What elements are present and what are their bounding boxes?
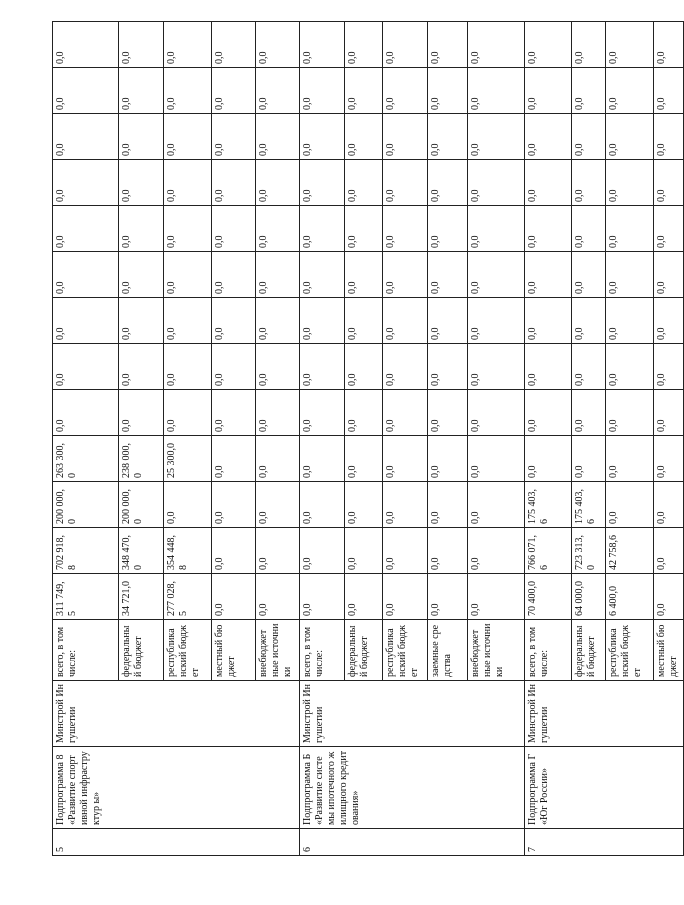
value-cell: 0,0 xyxy=(468,68,525,114)
value-cell: 0,0 xyxy=(525,298,572,344)
value-cell: 0,0 xyxy=(300,482,345,528)
value-cell: 0,0 xyxy=(119,390,164,436)
value-cell: 0,0 xyxy=(428,528,468,574)
value-cell: 0,0 xyxy=(383,344,428,390)
value-cell: 0,0 xyxy=(606,114,654,160)
value-cell: 42 758,6 xyxy=(606,528,654,574)
subprogram-name: Подпрограмма Б «Развитие системы ипотечного жилищного кредитования» xyxy=(300,747,525,829)
value-cell: 0,0 xyxy=(164,482,212,528)
value-cell: 175 403,6 xyxy=(525,482,572,528)
value-cell: 0,0 xyxy=(53,160,119,206)
value-cell: 0,0 xyxy=(383,160,428,206)
value-cell: 0,0 xyxy=(468,298,525,344)
value-cell: 0,0 xyxy=(654,252,684,298)
value-cell: 0,0 xyxy=(572,298,606,344)
funding-source-label: всего, в том числе: xyxy=(525,620,572,681)
value-cell: 0,0 xyxy=(164,298,212,344)
value-cell: 0,0 xyxy=(468,22,525,68)
value-cell: 0,0 xyxy=(256,482,300,528)
funding-source-label: всего, в том числе: xyxy=(300,620,345,681)
table-row xyxy=(53,22,119,856)
value-cell: 0,0 xyxy=(345,160,383,206)
value-cell: 0,0 xyxy=(428,252,468,298)
value-cell: 0,0 xyxy=(345,574,383,620)
value-cell: 0,0 xyxy=(606,298,654,344)
value-cell: 0,0 xyxy=(345,436,383,482)
value-cell: 263 300,0 xyxy=(53,436,119,482)
value-cell: 0,0 xyxy=(212,22,256,68)
value-cell: 0,0 xyxy=(256,344,300,390)
value-cell: 0,0 xyxy=(525,160,572,206)
value-cell: 0,0 xyxy=(572,436,606,482)
value-cell: 0,0 xyxy=(212,252,256,298)
value-cell: 0,0 xyxy=(525,22,572,68)
value-cell: 0,0 xyxy=(256,206,300,252)
value-cell: 0,0 xyxy=(53,114,119,160)
value-cell: 0,0 xyxy=(345,114,383,160)
value-cell: 0,0 xyxy=(53,22,119,68)
value-cell: 0,0 xyxy=(606,344,654,390)
value-cell: 0,0 xyxy=(428,206,468,252)
value-cell: 0,0 xyxy=(212,344,256,390)
value-cell: 0,0 xyxy=(345,298,383,344)
value-cell: 0,0 xyxy=(428,482,468,528)
value-cell: 0,0 xyxy=(345,206,383,252)
value-cell: 354 448,8 xyxy=(164,528,212,574)
table-row xyxy=(300,22,345,856)
value-cell: 0,0 xyxy=(428,436,468,482)
value-cell: 0,0 xyxy=(654,68,684,114)
value-cell: 0,0 xyxy=(212,574,256,620)
value-cell: 0,0 xyxy=(572,68,606,114)
value-cell: 0,0 xyxy=(525,114,572,160)
rotated-table-page xyxy=(52,30,679,856)
value-cell: 0,0 xyxy=(164,252,212,298)
value-cell: 0,0 xyxy=(654,390,684,436)
value-cell: 0,0 xyxy=(572,160,606,206)
value-cell: 0,0 xyxy=(606,252,654,298)
value-cell: 0,0 xyxy=(119,298,164,344)
value-cell: 0,0 xyxy=(212,114,256,160)
value-cell: 0,0 xyxy=(428,160,468,206)
value-cell: 0,0 xyxy=(428,114,468,160)
value-cell: 0,0 xyxy=(654,528,684,574)
funding-source-label: местный бюджет xyxy=(212,620,256,681)
value-cell: 0,0 xyxy=(164,68,212,114)
funding-source-label: внебюджет ные источники xyxy=(256,620,300,681)
value-cell: 0,0 xyxy=(606,482,654,528)
funding-source-label: заемные средства xyxy=(428,620,468,681)
value-cell: 64 000,0 xyxy=(572,574,606,620)
executor-name: Минстрой Ингушетии xyxy=(53,681,300,747)
value-cell: 0,0 xyxy=(212,68,256,114)
value-cell: 348 470,0 xyxy=(119,528,164,574)
value-cell: 0,0 xyxy=(383,436,428,482)
value-cell: 0,0 xyxy=(164,206,212,252)
value-cell: 0,0 xyxy=(53,252,119,298)
value-cell: 0,0 xyxy=(383,528,428,574)
value-cell: 0,0 xyxy=(212,160,256,206)
executor-name: Минстрой Ингушетии xyxy=(300,681,525,747)
value-cell: 0,0 xyxy=(468,252,525,298)
value-cell: 0,0 xyxy=(300,344,345,390)
value-cell: 0,0 xyxy=(212,390,256,436)
value-cell: 0,0 xyxy=(300,252,345,298)
value-cell: 6 400,0 xyxy=(606,574,654,620)
subprogram-name: Подпрограмма 8 «Развитие спортивной инфраструктур ы» xyxy=(53,747,300,829)
value-cell: 0,0 xyxy=(525,68,572,114)
value-cell: 0,0 xyxy=(654,206,684,252)
value-cell: 0,0 xyxy=(300,206,345,252)
value-cell: 0,0 xyxy=(606,22,654,68)
value-cell: 0,0 xyxy=(383,390,428,436)
value-cell: 0,0 xyxy=(53,344,119,390)
table-row xyxy=(525,22,572,856)
value-cell: 0,0 xyxy=(119,160,164,206)
value-cell: 0,0 xyxy=(345,482,383,528)
value-cell: 0,0 xyxy=(345,390,383,436)
value-cell: 0,0 xyxy=(428,390,468,436)
value-cell: 25 300,0 xyxy=(164,436,212,482)
value-cell: 0,0 xyxy=(572,114,606,160)
funding-source-label: республика нский бюджет xyxy=(606,620,654,681)
value-cell: 0,0 xyxy=(606,68,654,114)
value-cell: 766 071,6 xyxy=(525,528,572,574)
funding-source-label: федеральны й бюджет xyxy=(345,620,383,681)
value-cell: 0,0 xyxy=(256,160,300,206)
value-cell: 0,0 xyxy=(119,344,164,390)
funding-source-label: республика нский бюджет xyxy=(164,620,212,681)
funding-source-label: всего, в том числе: xyxy=(53,620,119,681)
value-cell: 0,0 xyxy=(525,252,572,298)
value-cell: 0,0 xyxy=(164,114,212,160)
value-cell: 0,0 xyxy=(525,206,572,252)
value-cell: 0,0 xyxy=(212,528,256,574)
subprogram-name: Подпрограмма Г «Юг России» xyxy=(525,747,684,829)
value-cell: 0,0 xyxy=(654,114,684,160)
value-cell: 0,0 xyxy=(256,298,300,344)
value-cell: 0,0 xyxy=(428,22,468,68)
value-cell: 34 721,0 xyxy=(119,574,164,620)
value-cell: 0,0 xyxy=(654,344,684,390)
value-cell: 0,0 xyxy=(654,436,684,482)
value-cell: 0,0 xyxy=(606,436,654,482)
value-cell: 0,0 xyxy=(345,68,383,114)
value-cell: 70 400,0 xyxy=(525,574,572,620)
value-cell: 0,0 xyxy=(606,390,654,436)
value-cell: 0,0 xyxy=(53,390,119,436)
value-cell: 0,0 xyxy=(383,252,428,298)
value-cell: 0,0 xyxy=(654,160,684,206)
value-cell: 0,0 xyxy=(300,390,345,436)
value-cell: 0,0 xyxy=(164,160,212,206)
value-cell: 0,0 xyxy=(53,68,119,114)
value-cell: 0,0 xyxy=(212,206,256,252)
value-cell: 0,0 xyxy=(300,68,345,114)
value-cell: 0,0 xyxy=(468,114,525,160)
value-cell: 175 403,6 xyxy=(572,482,606,528)
value-cell: 0,0 xyxy=(428,68,468,114)
value-cell: 0,0 xyxy=(300,298,345,344)
value-cell: 0,0 xyxy=(468,390,525,436)
value-cell: 0,0 xyxy=(256,390,300,436)
value-cell: 0,0 xyxy=(525,436,572,482)
row-number: 5 xyxy=(53,829,300,856)
value-cell: 0,0 xyxy=(468,436,525,482)
value-cell: 0,0 xyxy=(383,574,428,620)
value-cell: 200 000,0 xyxy=(119,482,164,528)
value-cell: 0,0 xyxy=(256,574,300,620)
value-cell: 0,0 xyxy=(53,206,119,252)
value-cell: 0,0 xyxy=(119,68,164,114)
value-cell: 0,0 xyxy=(300,574,345,620)
value-cell: 0,0 xyxy=(383,482,428,528)
value-cell: 0,0 xyxy=(572,390,606,436)
value-cell: 0,0 xyxy=(654,22,684,68)
value-cell: 0,0 xyxy=(212,298,256,344)
value-cell: 277 028,5 xyxy=(164,574,212,620)
value-cell: 0,0 xyxy=(345,22,383,68)
value-cell: 0,0 xyxy=(468,160,525,206)
value-cell: 0,0 xyxy=(383,206,428,252)
value-cell: 0,0 xyxy=(119,22,164,68)
value-cell: 0,0 xyxy=(256,114,300,160)
value-cell: 0,0 xyxy=(345,528,383,574)
value-cell: 0,0 xyxy=(654,298,684,344)
value-cell: 0,0 xyxy=(606,160,654,206)
value-cell: 0,0 xyxy=(525,390,572,436)
value-cell: 723 313,0 xyxy=(572,528,606,574)
value-cell: 0,0 xyxy=(428,574,468,620)
funding-source-label: республика нский бюджет xyxy=(383,620,428,681)
value-cell: 0,0 xyxy=(383,22,428,68)
value-cell: 0,0 xyxy=(525,344,572,390)
value-cell: 200 000,0 xyxy=(53,482,119,528)
value-cell: 0,0 xyxy=(53,298,119,344)
funding-source-label: внебюджет ные источники xyxy=(468,620,525,681)
value-cell: 0,0 xyxy=(164,390,212,436)
value-cell: 0,0 xyxy=(654,574,684,620)
value-cell: 0,0 xyxy=(119,252,164,298)
value-cell: 0,0 xyxy=(468,528,525,574)
value-cell: 0,0 xyxy=(345,252,383,298)
value-cell: 0,0 xyxy=(572,22,606,68)
funding-source-label: федеральны й бюджет xyxy=(119,620,164,681)
value-cell: 0,0 xyxy=(572,252,606,298)
value-cell: 0,0 xyxy=(468,206,525,252)
value-cell: 0,0 xyxy=(256,68,300,114)
value-cell: 0,0 xyxy=(300,22,345,68)
value-cell: 0,0 xyxy=(345,344,383,390)
row-number: 6 xyxy=(300,829,525,856)
value-cell: 0,0 xyxy=(119,206,164,252)
value-cell: 0,0 xyxy=(119,114,164,160)
value-cell: 0,0 xyxy=(468,574,525,620)
value-cell: 0,0 xyxy=(164,344,212,390)
value-cell: 0,0 xyxy=(383,114,428,160)
value-cell: 0,0 xyxy=(572,344,606,390)
value-cell: 0,0 xyxy=(212,482,256,528)
value-cell: 0,0 xyxy=(256,436,300,482)
value-cell: 0,0 xyxy=(572,206,606,252)
value-cell: 238 000,0 xyxy=(119,436,164,482)
value-cell: 702 918,8 xyxy=(53,528,119,574)
budget-table xyxy=(52,21,684,856)
value-cell: 0,0 xyxy=(468,482,525,528)
value-cell: 0,0 xyxy=(383,68,428,114)
value-cell: 0,0 xyxy=(300,436,345,482)
value-cell: 0,0 xyxy=(212,436,256,482)
funding-source-label: федеральны й бюджет xyxy=(572,620,606,681)
value-cell: 0,0 xyxy=(654,482,684,528)
value-cell: 0,0 xyxy=(606,206,654,252)
value-cell: 0,0 xyxy=(428,344,468,390)
row-number: 7 xyxy=(525,829,684,856)
value-cell: 0,0 xyxy=(383,298,428,344)
value-cell: 0,0 xyxy=(256,22,300,68)
executor-name: Минстрой Ингушетии xyxy=(525,681,684,747)
value-cell: 0,0 xyxy=(300,528,345,574)
value-cell: 0,0 xyxy=(428,298,468,344)
value-cell: 0,0 xyxy=(300,160,345,206)
value-cell: 0,0 xyxy=(256,528,300,574)
value-cell: 311 749,5 xyxy=(53,574,119,620)
value-cell: 0,0 xyxy=(256,252,300,298)
value-cell: 0,0 xyxy=(300,114,345,160)
value-cell: 0,0 xyxy=(468,344,525,390)
value-cell: 0,0 xyxy=(164,22,212,68)
funding-source-label: местный бюджет xyxy=(654,620,684,681)
